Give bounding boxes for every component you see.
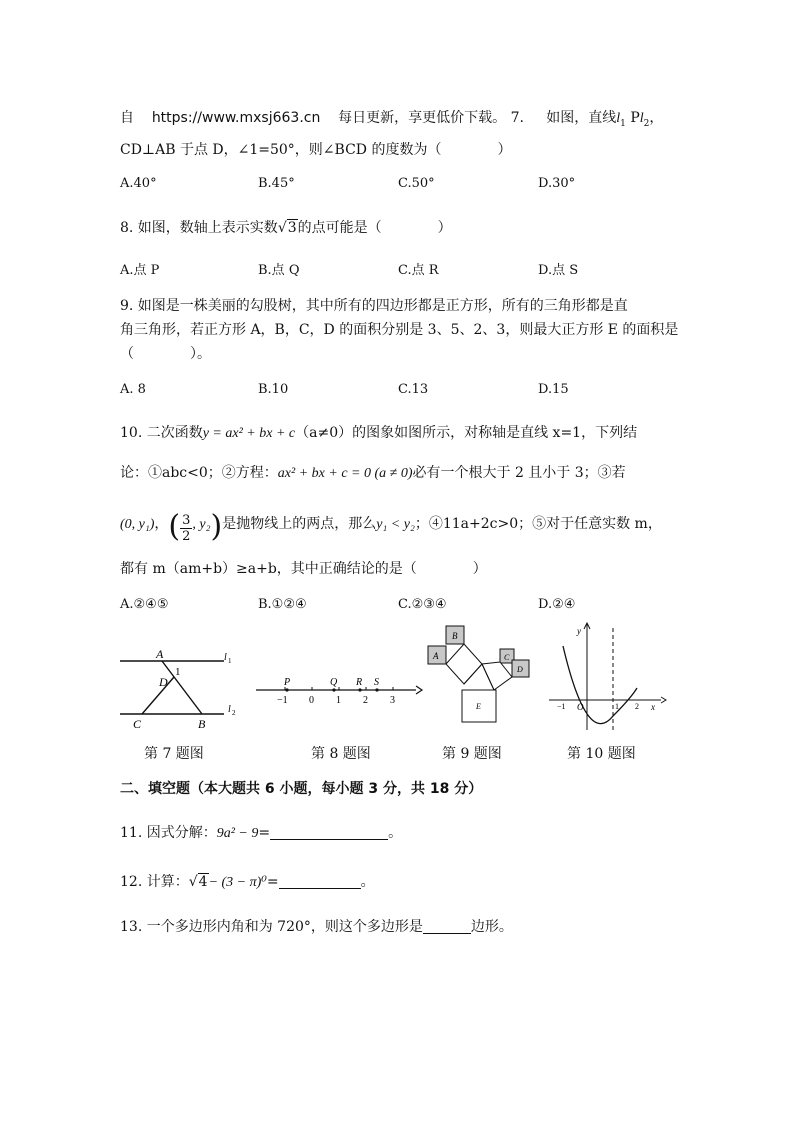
section2-title: 二、填空题（本大题共 6 小题，每小题 3 分，共 18 分）: [120, 781, 483, 797]
q10-l3-a: 是抛物线上的两点，那么: [222, 516, 377, 532]
q10-func: y = ax² + bx + c: [202, 426, 296, 441]
figure-10: [543, 618, 673, 738]
fig8-label-s: S: [374, 677, 379, 688]
fig8-label-r: R: [356, 677, 363, 688]
q12-label: 12. 计算：: [120, 874, 189, 890]
q8-option-d: D.点 S: [538, 263, 579, 278]
q9-option-a: A. 8: [120, 382, 146, 397]
q7-option-b: B.45°: [258, 176, 295, 191]
fig7-segment-ab: [162, 661, 202, 714]
fig8-tick-label-2: 2: [363, 695, 368, 706]
q12-answer-blank[interactable]: [279, 874, 361, 889]
fig9-label-a: A: [433, 651, 439, 661]
q10-line4: 都有 m（am+b）≥a+b，其中正确结论的是（ ）: [120, 561, 487, 577]
q8-option-b: B.点 Q: [258, 263, 300, 278]
fig10-label-origin: O: [577, 702, 584, 712]
q7-line2: CD⊥AB 于点 D，∠1=50°，则∠BCD 的度数为（ ）: [120, 142, 512, 158]
q10-cond: （a≠0）的图象如图所示，对称轴是直线 x=1，下列结: [295, 425, 638, 441]
fig9-label-d: D: [517, 665, 523, 674]
q8-stem: [120, 218, 452, 238]
q10-option-c: C.②③④: [398, 597, 447, 612]
q7-option-a: A.40°: [120, 176, 157, 191]
q7-number: 7.: [510, 110, 524, 126]
fig8-label-p: P: [284, 677, 291, 688]
q12-end: 。: [360, 874, 375, 890]
figure-7: [112, 640, 252, 735]
q7-l2: l: [639, 111, 644, 126]
q11-answer-blank[interactable]: [270, 825, 388, 840]
q9-option-b: B.10: [258, 382, 289, 397]
q11-label: 11. 因式分解：: [120, 825, 217, 841]
q13-text-b: 边形。: [470, 919, 513, 935]
fig10-label-x: x: [651, 702, 655, 712]
q10-paren-close: ): [210, 509, 223, 544]
figure-9: [424, 622, 534, 724]
q8-option-a: A.点 P: [120, 263, 160, 278]
q9-line3: （ ）。: [120, 346, 211, 362]
q10-l2-eq: ax² + bx + c = 0 (a ≠ 0): [277, 466, 413, 481]
q8-text-a: 8. 如图，数轴上表示实数: [120, 220, 278, 236]
fig9-square-right: [482, 662, 512, 690]
q10-prefix: 10. 二次函数: [120, 425, 203, 441]
fig8-caption: 第 8 题图: [311, 746, 371, 762]
q10-ineq: y₁ < y₂: [376, 517, 415, 532]
q8-text-b: 的点可能是（ ）: [297, 220, 452, 236]
q10-fraction: [180, 513, 192, 544]
fig9-caption: 第 9 题图: [442, 746, 502, 762]
fig8-tick-label-0: 0: [309, 695, 314, 706]
fig7-label-a: A: [156, 647, 164, 661]
q9-line2: 角三角形，若正方形 A，B，C，D 的面积分别是 3、5、2、3，则最大正方形 E 的面积是: [120, 322, 679, 338]
q7-l1-sub: 1: [620, 118, 626, 129]
q10-option-a: A.②④⑤: [120, 597, 169, 612]
q11-eq: =: [258, 825, 271, 841]
fig9-label-e: E: [476, 702, 481, 711]
q9-option-d: D.15: [538, 382, 569, 397]
header-note: 每日更新，享更低价下载。: [338, 110, 507, 126]
q13-answer-blank[interactable]: [423, 919, 471, 934]
fig7-label-b: B: [198, 717, 206, 731]
fig8-point-s: [375, 688, 378, 691]
fig10-caption: 第 10 题图: [567, 746, 636, 762]
q7-l2-sub: 2: [643, 118, 650, 129]
q12-expr-rest: − (3 − π)⁰: [208, 875, 267, 890]
fig10-label-neg1: −1: [557, 702, 566, 711]
fig8-label-q: Q: [330, 677, 338, 688]
q11-expr: 9a² − 9: [216, 826, 259, 841]
fig7-label-angle1: 1: [175, 666, 181, 678]
fig7-label-l1-sub: 1: [228, 657, 232, 665]
q7-parallel-symbol: P: [630, 110, 640, 126]
q10-option-d: D.②④: [538, 597, 576, 612]
fig10-label-1: 1: [615, 702, 619, 711]
q10-point1: (0, y₁): [120, 517, 155, 532]
fig8-point-q: [332, 688, 335, 691]
fig7-segment-cd: [142, 677, 174, 714]
q7-text-b: ，: [649, 110, 664, 126]
q10-l3-b: ；④11a+2c>0；⑤对于任意实数 m，: [414, 516, 662, 532]
fig9-label-c: C: [504, 653, 510, 662]
q11-end: 。: [388, 825, 403, 841]
q12-eq: =: [266, 874, 279, 890]
q12-sqrt: √4: [188, 874, 208, 890]
fig8-point-r: [358, 688, 361, 691]
q10-line1: [120, 423, 637, 444]
q10-option-b: B.①②④: [258, 597, 307, 612]
header-prefix: 自: [120, 110, 134, 126]
fig8-tick-label-1: 1: [336, 695, 341, 706]
fig10-label-y: y: [577, 626, 581, 636]
q10-frac-num: 3: [182, 513, 191, 528]
fig9-label-b: B: [452, 631, 458, 641]
fig8-point-p: [285, 688, 288, 691]
fig7-label-c: C: [133, 717, 142, 731]
q12-radicand: 4: [198, 874, 208, 890]
fig8-tick-label-neg1: −1: [277, 695, 288, 706]
q10-l2-b: 必有一个根大于 2 且小于 3；③若: [412, 465, 626, 481]
fig9-square-left: [446, 644, 482, 684]
q10-l2-a: 论：①abc<0；②方程：: [120, 465, 278, 481]
fig7-label-l2: l: [228, 704, 231, 715]
q10-line2: [120, 463, 626, 484]
q10-sep: ，: [154, 516, 169, 532]
fig8-tick-label-3: 3: [390, 695, 395, 706]
fig10-x-arrow: [661, 697, 666, 703]
fig10-parabola: [563, 646, 637, 724]
q12-line: [120, 872, 375, 893]
q10-point2-y: , y₂: [192, 517, 211, 532]
q8-sqrt: √3: [277, 220, 297, 236]
q10-frac-den: 2: [182, 529, 191, 544]
figure-8: [250, 670, 425, 710]
fig7-label-l1: l: [224, 652, 227, 663]
q10-line3: [120, 509, 662, 544]
q7-option-d: D.30°: [538, 176, 576, 191]
q10-paren-open: (: [168, 509, 181, 544]
q13-text-a: 13. 一个多边形内角和为 720°，则这个多边形是: [120, 919, 423, 935]
q7-text-a: 如图，直线: [546, 110, 617, 126]
q8-option-c: C.点 R: [398, 263, 439, 278]
q7-option-c: C.50°: [398, 176, 435, 191]
q9-line1: 9. 如图是一株美丽的勾股树，其中所有的四边形都是正方形，所有的三角形都是直: [120, 298, 628, 314]
q8-radicand: 3: [287, 220, 297, 236]
fig10-label-2: 2: [635, 702, 639, 711]
fig7-label-l2-sub: 2: [232, 709, 236, 717]
q11-line: [120, 823, 402, 844]
header-url-link[interactable]: https://www.mxsj663.cn: [151, 110, 321, 126]
header-line: [120, 108, 663, 134]
fig8-arrow: [416, 686, 422, 694]
fig7-label-d: D: [159, 675, 168, 689]
fig7-caption: 第 7 题图: [144, 746, 204, 762]
q9-option-c: C.13: [398, 382, 429, 397]
q7-l1: l: [616, 111, 621, 126]
q13-line: [120, 917, 513, 937]
